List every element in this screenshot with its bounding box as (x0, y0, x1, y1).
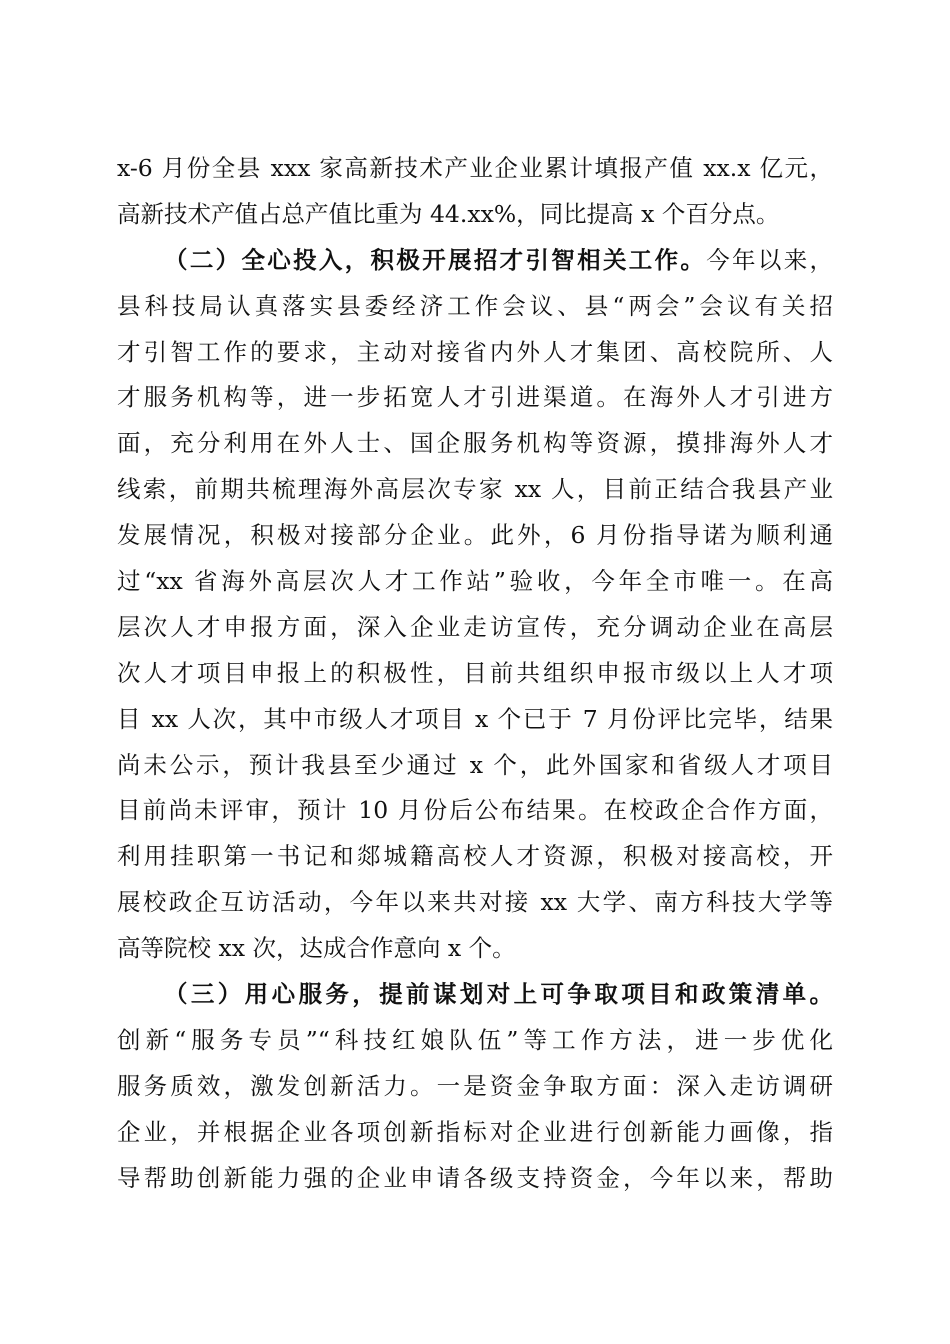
text-line: 高新技术产值占总产值比重为 44.xx%，同比提高 x 个百分点。 (117, 199, 780, 228)
paragraph-2 (117, 238, 833, 972)
section-heading-line (117, 972, 833, 1018)
text-line: 线索，前期共梳理海外高层次专家 xx 人，目前正结合我县产业 (117, 475, 833, 504)
text-line: 导帮助创新能力强的企业申请各级支持资金，今年以来，帮助 (117, 1163, 833, 1192)
text-line: 企业，并根据企业各项创新指标对企业进行创新能力画像，指 (117, 1117, 833, 1146)
paragraph-1 (117, 146, 833, 238)
text-line: 层次人才申报方面，深入企业走访宣传，充分调动企业在高层 (117, 612, 833, 641)
text-line: 展校政企互访活动，今年以来共对接 xx 大学、南方科技大学等 (117, 888, 833, 917)
heading-tail-text: 今年以来， (706, 245, 834, 274)
section-heading-3: （三）用心服务，提前谋划对上可争取项目和政策清单。 (164, 980, 833, 1009)
text-line: 发展情况，积极对接部分企业。此外，6 月份指导诺为顺利通 (117, 521, 833, 550)
text-line: 创新“服务专员”“科技红娘队伍”等工作方法，进一步优化 (117, 1025, 833, 1054)
document-body (117, 146, 833, 1201)
paragraph-3 (117, 972, 833, 1201)
text-line: 高等院校 xx 次，达成合作意向 x 个。 (117, 934, 516, 963)
text-line: 尚未公示，预计我县至少通过 x 个，此外国家和省级人才项目 (117, 750, 833, 779)
text-line: 县科技局认真落实县委经济工作会议、县“两会”会议有关招 (117, 291, 833, 320)
text-line: 目 xx 人次，其中市级人才项目 x 个已于 7 月份评比完毕，结果 (117, 704, 833, 733)
text-line: 才引智工作的要求，主动对接省内外人才集团、高校院所、人 (117, 337, 833, 366)
text-line: 次人才项目申报上的积极性，目前共组织申报市级以上人才项 (117, 658, 833, 687)
text-line: 才服务机构等，进一步拓宽人才引进渠道。在海外人才引进方 (117, 383, 833, 412)
section-heading-2: （二）全心投入，积极开展招才引智相关工作。 (164, 245, 707, 274)
section-heading-line (117, 238, 833, 284)
text-line: 利用挂职第一书记和郯城籍高校人才资源，积极对接高校，开 (117, 842, 833, 871)
text-line: 服务质效，激发创新活力。一是资金争取方面：深入走访调研 (117, 1071, 833, 1100)
text-line: 目前尚未评审，预计 10 月份后公布结果。在校政企合作方面， (117, 796, 833, 825)
text-line: x-6 月份全县 xxx 家高新技术产业企业累计填报产值 xx.x 亿元， (117, 154, 833, 182)
text-line: 面，充分利用在外人士、国企服务机构等资源，摸排海外人才 (117, 429, 833, 458)
text-line: 过“xx 省海外高层次人才工作站”验收，今年全市唯一。在高 (117, 567, 833, 596)
